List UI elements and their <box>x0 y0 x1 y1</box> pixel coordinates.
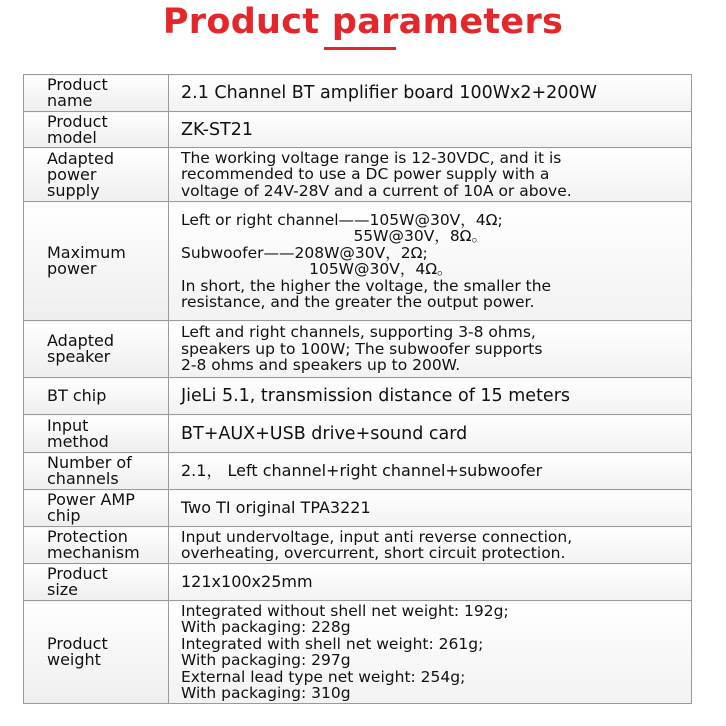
table-row <box>24 601 692 704</box>
row-label: Adapted speaker <box>47 331 115 366</box>
row-value: 2.1 Channel BT amplifier board 100Wx2+200W <box>181 83 597 103</box>
row-label: Protection mechanism <box>47 527 140 562</box>
row-label: Adapted power supply <box>47 148 115 200</box>
row-label: Number of channels <box>47 453 132 488</box>
table-row <box>24 490 692 527</box>
row-value-cell <box>169 564 692 601</box>
row-label: Product size <box>47 564 108 599</box>
row-value: Left or right channel——105W@30V，4Ω; 55W@30V，8Ω。 Subwoofer——208W@30V，2Ω; 105W@30V，4Ω。 In short, the higher the voltage, the smaller the resistance, and the greater the output power. <box>181 210 552 311</box>
row-label-cell <box>24 527 169 564</box>
table-row <box>24 527 692 564</box>
row-value-cell <box>169 453 692 490</box>
row-value-cell <box>169 321 692 378</box>
row-label: Product weight <box>47 634 108 669</box>
row-label-cell <box>24 202 169 321</box>
row-label-cell <box>24 453 169 490</box>
page-title: Product parameters <box>162 2 564 42</box>
table-row <box>24 321 692 378</box>
row-value: JieLi 5.1, transmission distance of 15 meters <box>181 386 571 406</box>
row-value: BT+AUX+USB drive+sound card <box>181 423 468 444</box>
row-value: Left and right channels, supporting 3-8 ohms, speakers up to 100W; The subwoofer supports 2-8 ohms and speakers up to 200W. <box>181 323 543 375</box>
table-row <box>24 148 692 202</box>
table-row <box>24 378 692 415</box>
row-label-cell <box>24 415 169 453</box>
row-value-cell <box>169 378 692 415</box>
table-row <box>24 202 692 321</box>
row-value-cell <box>169 148 692 202</box>
table-row <box>24 453 692 490</box>
row-value: Integrated without shell net weight: 192g; With packaging: 228g Integrated with shell net weight: 261g; With packaging: 297g External lead type net weight: 254g; With packaging: 310g <box>181 601 509 702</box>
table-row <box>24 75 692 112</box>
row-value: 2.1， Left channel+right channel+subwoofer <box>181 461 543 480</box>
row-value-cell <box>169 112 692 148</box>
title-underline <box>324 47 396 50</box>
row-label-cell <box>24 601 169 704</box>
row-label: Input method <box>47 415 109 451</box>
row-value: Input undervoltage, input anti reverse connection, overheating, overcurrent, short circuit protection. <box>181 527 573 562</box>
table-row <box>24 415 692 453</box>
row-value-cell <box>169 202 692 321</box>
row-label: Maximum power <box>47 243 126 278</box>
row-label-cell <box>24 75 169 112</box>
table-row <box>24 112 692 148</box>
row-value-cell <box>169 527 692 564</box>
row-value: 121x100x25mm <box>181 572 313 591</box>
row-label: Product name <box>47 75 108 110</box>
row-label-cell <box>24 321 169 378</box>
row-value: Two TI original TPA3221 <box>181 498 371 517</box>
row-value-cell <box>169 415 692 453</box>
row-label-cell <box>24 112 169 148</box>
row-label-cell <box>24 148 169 202</box>
row-value-cell <box>169 601 692 704</box>
row-value: ZK-ST21 <box>181 119 254 140</box>
row-label-cell <box>24 490 169 527</box>
row-value-cell <box>169 490 692 527</box>
row-label-cell <box>24 564 169 601</box>
row-label: BT chip <box>47 386 107 405</box>
parameters-table <box>23 74 692 704</box>
row-label: Power AMP chip <box>47 490 135 525</box>
table-row <box>24 564 692 601</box>
row-label: Product model <box>47 111 108 147</box>
row-value: The working voltage range is 12-30VDC, and it is recommended to use a DC power supply with a voltage of 24V-28V and a current of 10A or above. <box>181 148 572 200</box>
row-label-cell <box>24 378 169 415</box>
row-value-cell <box>169 75 692 112</box>
